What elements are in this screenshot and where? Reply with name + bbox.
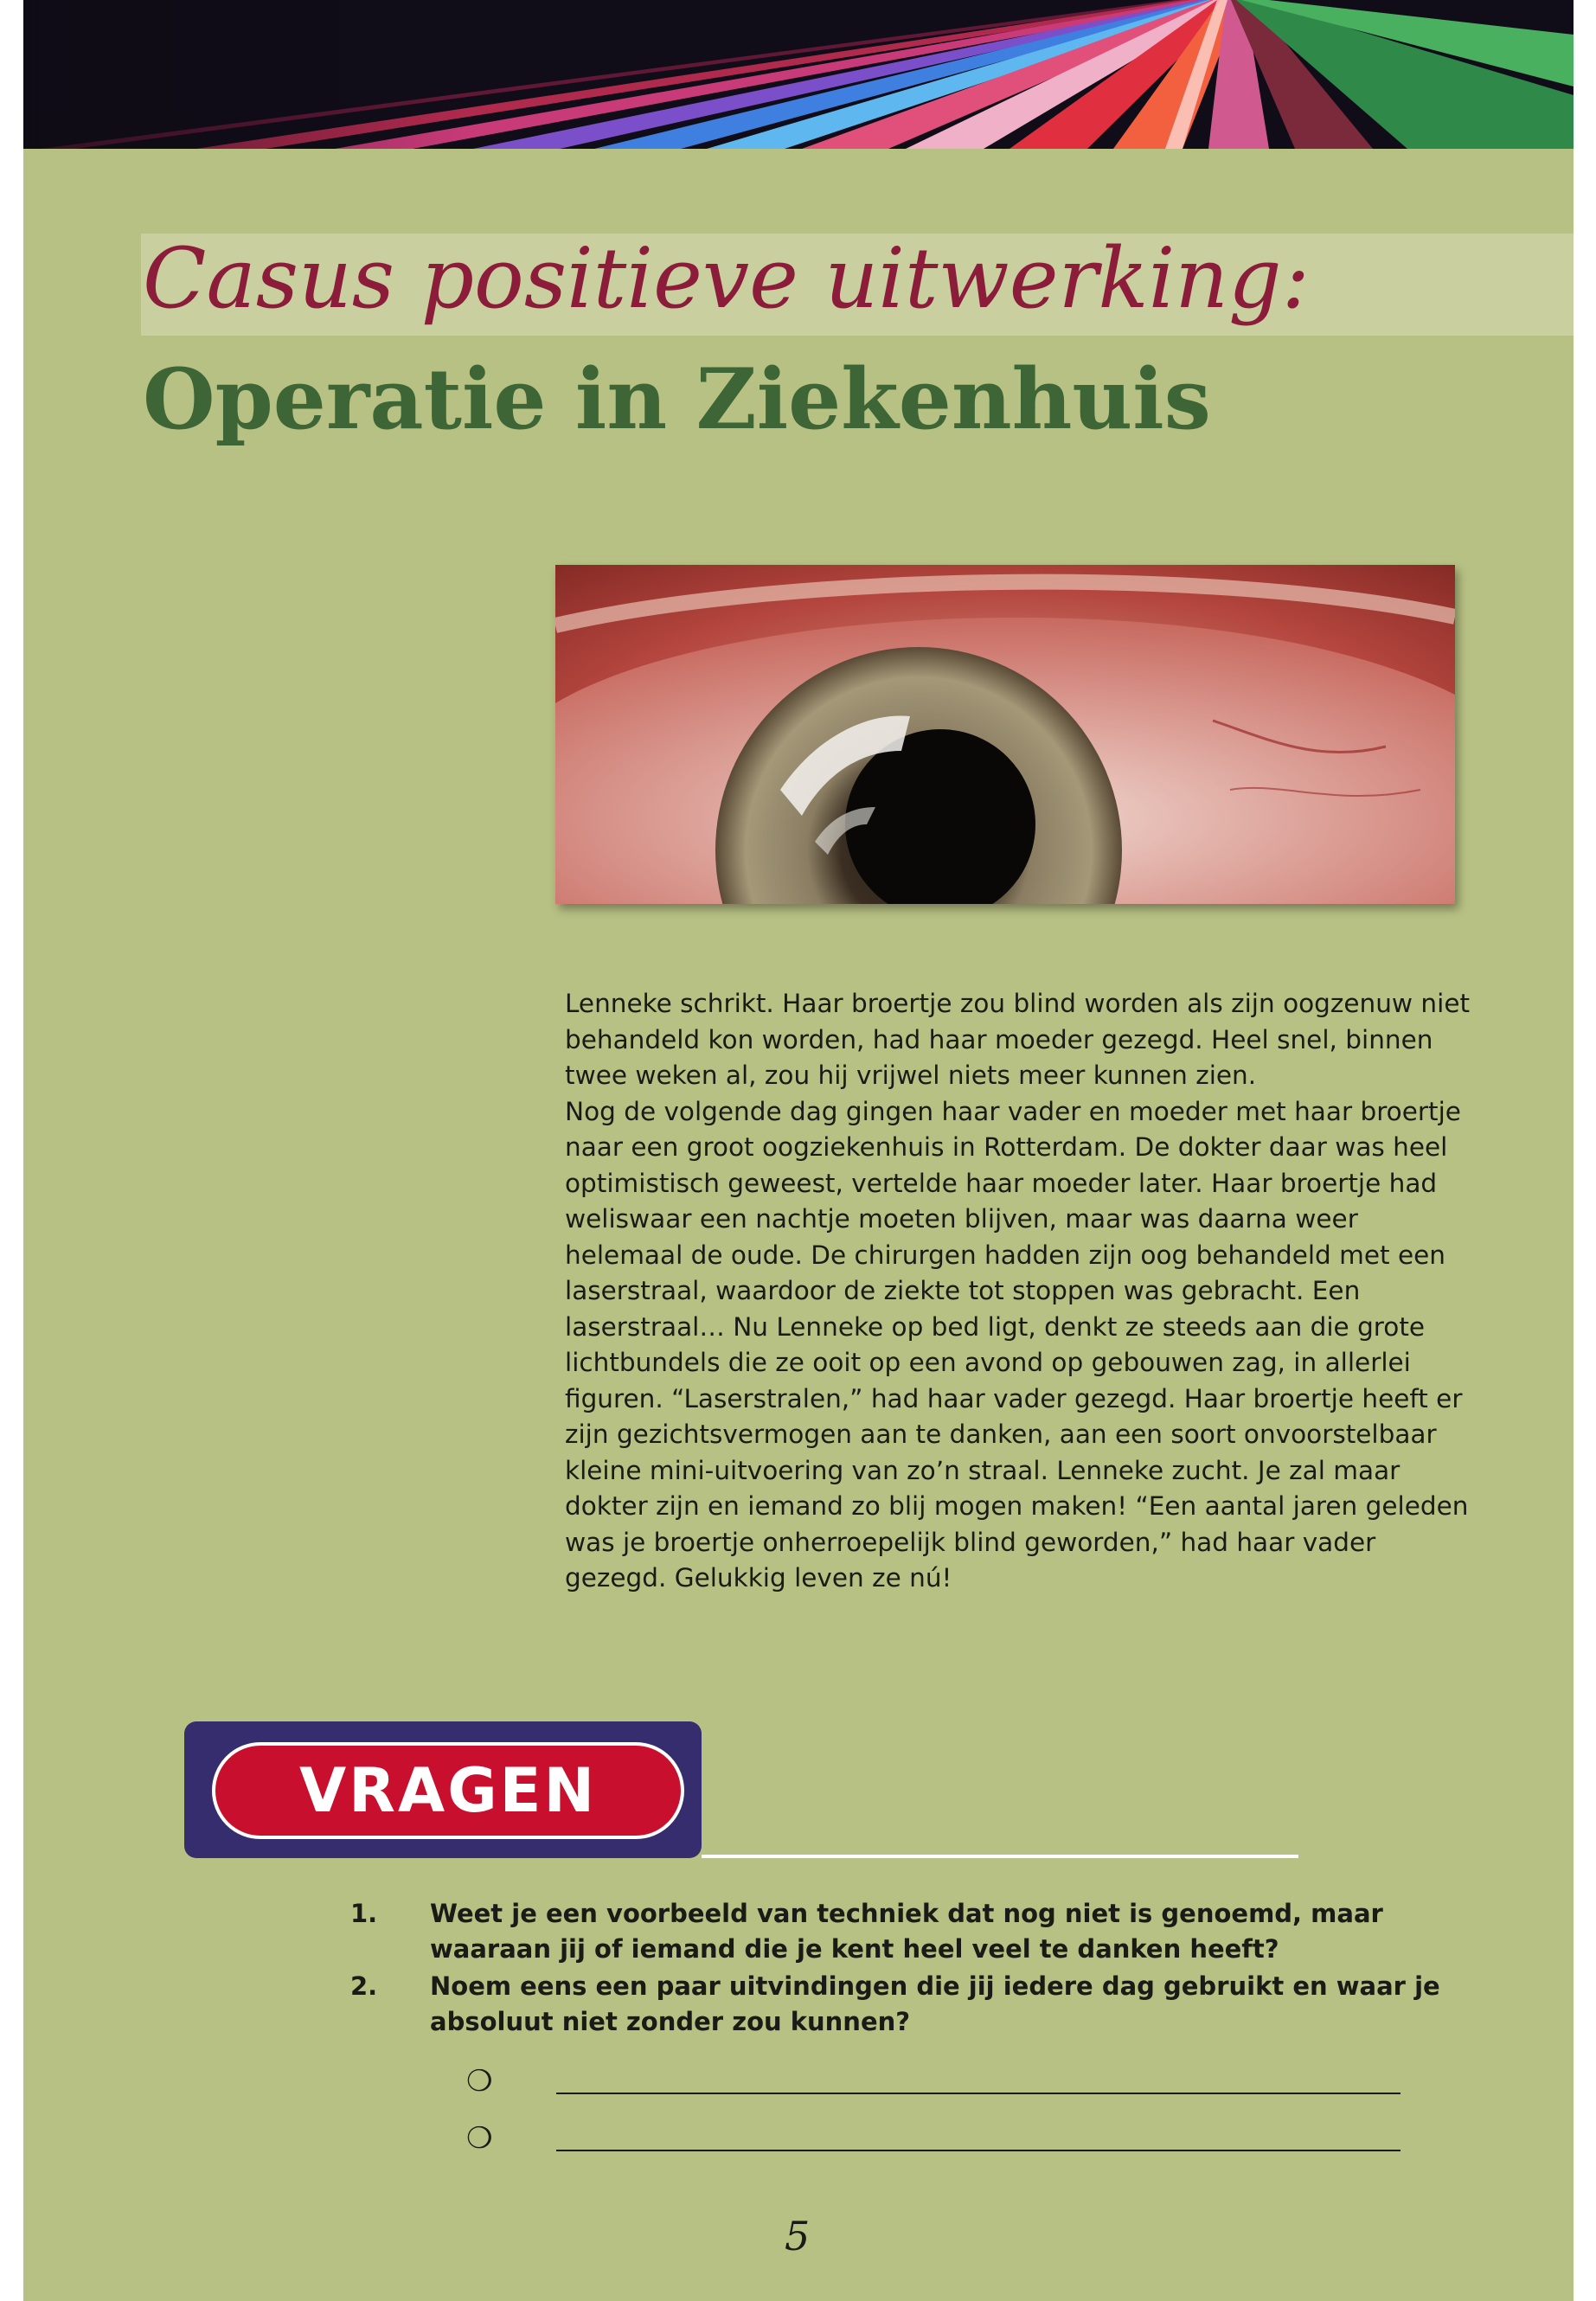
question-text: Noem eens een paar uitvindingen die jij iedere dag gebruikt en waar je absoluut niet zonder zou kunnen? <box>430 1971 1440 2036</box>
questions-heading-box <box>184 1721 702 1858</box>
question-text: Weet je een voorbeeld van techniek dat nog niet is genoemd, maar waaraan jij of iemand die je kent heel veel te danken heeft? <box>430 1899 1383 1964</box>
divider <box>702 1855 1298 1858</box>
question-number: 2. <box>350 1971 378 2001</box>
page-title: Operatie in Ziekenhuis <box>143 350 1211 448</box>
page-number: 5 <box>785 2213 811 2259</box>
questions-heading: VRAGEN <box>298 1755 598 1826</box>
eye-closeup-image <box>555 565 1455 904</box>
eye-graphic <box>555 565 1455 904</box>
questions-heading-pill <box>212 1742 684 1839</box>
answer-line[interactable] <box>466 2121 1401 2156</box>
page-kicker: Casus positieve uitwerking: <box>143 230 1310 327</box>
story-paragraph: Lenneke schrikt. Haar broertje zou blind worden als zijn oogzenuw niet behandeld kon worden, had haar moeder gezegd. Heel snel, binnen twee weken al, zou hij vrijwel niets meer kunnen zien. <box>565 989 1471 1090</box>
circle-bullet-icon: ❍ <box>466 2121 493 2156</box>
answer-line[interactable] <box>466 2064 1401 2099</box>
answer-rule <box>556 2150 1401 2151</box>
circle-bullet-icon: ❍ <box>466 2064 493 2099</box>
page <box>23 0 1574 2301</box>
story-paragraph: Nog de volgende dag gingen haar vader en moeder met haar broertje naar een groot oogziekenhuis in Rotterdam. De dokter daar was heel optimistisch geweest, vertelde haar moeder later. Haar broertje had weliswaar een nachtje moeten blijven, maar was daarna weer helemaal de oude. De chirurgen hadden zijn oog behandeld met een laserstraal, waardoor de ziekte tot stoppen was gebracht. Een laserstraal… Nu Lenneke op bed ligt, denkt ze steeds aan die grote lichtbundels die ze ooit op een avond op gebouwen zag, in allerlei figuren. “Laserstralen,” had haar vader gezegd. Haar broertje heeft er zijn gezichtsvermogen aan te danken, aan een soort onvoorstelbaar kleine mini-uitvoering van zo’n straal. Lenneke zucht. Je zal maar dokter zijn en iemand zo blij mogen maken! “Een aantal jaren geleden was je broertje onherroepelijk blind geworden,” had haar vader gezegd. Gelukkig leven ze nú! <box>565 1096 1469 1593</box>
answer-rule <box>556 2093 1401 2094</box>
story-text <box>565 986 1482 1597</box>
laser-beams-graphic <box>23 0 1574 149</box>
laser-beams-image <box>23 0 1574 149</box>
question-number: 1. <box>350 1899 378 1928</box>
